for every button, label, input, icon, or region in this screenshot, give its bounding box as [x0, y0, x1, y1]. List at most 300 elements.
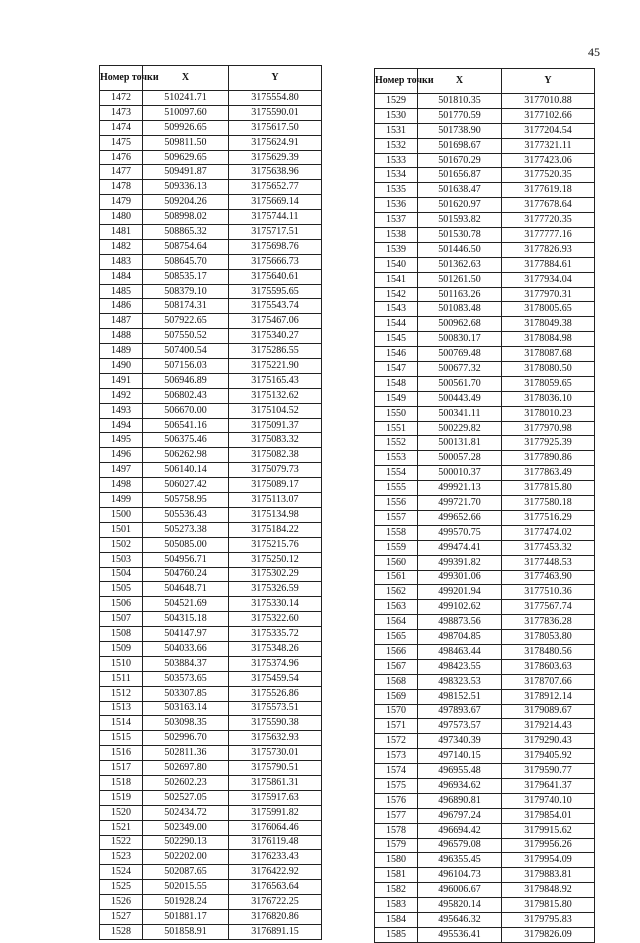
cell-y: 3177423.06: [502, 153, 595, 168]
table-row: [375, 659, 595, 674]
cell-x: 504956.71: [143, 552, 229, 567]
cell-y: 3175459.54: [229, 671, 322, 686]
cell-x: 496955.48: [418, 764, 502, 779]
table-row: [100, 641, 322, 656]
cell-point-number: 1478: [100, 180, 143, 195]
table-row: [100, 91, 322, 106]
table-row: [100, 597, 322, 612]
cell-y: 3179915.62: [502, 823, 595, 838]
cell-y: 3179826.09: [502, 927, 595, 942]
table-row: [375, 927, 595, 942]
cell-x: 505758.95: [143, 493, 229, 508]
cell-y: 3175698.76: [229, 239, 322, 254]
cell-x: 502434.72: [143, 805, 229, 820]
cell-y: 3177580.18: [502, 496, 595, 511]
cell-y: 3179590.77: [502, 764, 595, 779]
table-row: [375, 123, 595, 138]
cell-x: 496579.08: [418, 838, 502, 853]
cell-x: 501656.87: [418, 168, 502, 183]
cell-x: 503163.14: [143, 701, 229, 716]
cell-x: 501083.48: [418, 302, 502, 317]
cell-x: 506946.89: [143, 373, 229, 388]
cell-point-number: 1490: [100, 359, 143, 374]
cell-y: 3175113.07: [229, 493, 322, 508]
table-row: [100, 671, 322, 686]
table-row: [375, 198, 595, 213]
cell-x: 508998.02: [143, 210, 229, 225]
cell-point-number: 1541: [375, 272, 418, 287]
cell-y: 3176563.64: [229, 880, 322, 895]
cell-point-number: 1520: [100, 805, 143, 820]
table-row: [100, 418, 322, 433]
cell-x: 508379.10: [143, 284, 229, 299]
table-header-row: [375, 69, 595, 94]
cell-y: 3177463.90: [502, 570, 595, 585]
cell-y: 3175790.51: [229, 761, 322, 776]
table-row: [375, 317, 595, 332]
cell-x: 509204.26: [143, 195, 229, 210]
cell-y: 3178480.56: [502, 644, 595, 659]
cell-y: 3175340.27: [229, 329, 322, 344]
cell-x: 499201.94: [418, 585, 502, 600]
cell-x: 508174.31: [143, 299, 229, 314]
cell-y: 3178087.68: [502, 347, 595, 362]
cell-point-number: 1521: [100, 820, 143, 835]
table-row: [375, 94, 595, 109]
cell-x: 510241.71: [143, 91, 229, 106]
coordinates-table-right: [374, 68, 595, 943]
cell-point-number: 1482: [100, 239, 143, 254]
cell-point-number: 1542: [375, 287, 418, 302]
header-y: Y: [502, 69, 595, 94]
cell-x: 495820.14: [418, 898, 502, 913]
cell-point-number: 1529: [375, 94, 418, 109]
table-row: [100, 522, 322, 537]
cell-point-number: 1545: [375, 332, 418, 347]
cell-point-number: 1551: [375, 421, 418, 436]
cell-point-number: 1524: [100, 865, 143, 880]
cell-y: 3176422.92: [229, 865, 322, 880]
table-row: [375, 451, 595, 466]
cell-x: 499570.75: [418, 525, 502, 540]
cell-point-number: 1544: [375, 317, 418, 332]
cell-point-number: 1569: [375, 689, 418, 704]
cell-x: 496104.73: [418, 868, 502, 883]
cell-point-number: 1533: [375, 153, 418, 168]
table-row: [100, 403, 322, 418]
cell-y: 3178010.23: [502, 406, 595, 421]
table-row: [375, 808, 595, 823]
cell-y: 3177970.98: [502, 421, 595, 436]
cell-point-number: 1525: [100, 880, 143, 895]
cell-x: 505085.00: [143, 537, 229, 552]
table-row: [100, 269, 322, 284]
table-row: [100, 180, 322, 195]
table-row: [100, 880, 322, 895]
cell-y: 3178603.63: [502, 659, 595, 674]
table-row: [100, 895, 322, 910]
cell-point-number: 1522: [100, 835, 143, 850]
cell-x: 506140.14: [143, 463, 229, 478]
table-row: [100, 284, 322, 299]
cell-x: 505536.43: [143, 507, 229, 522]
table-row: [375, 778, 595, 793]
cell-y: 3177453.32: [502, 540, 595, 555]
table-row: [100, 195, 322, 210]
cell-x: 502602.23: [143, 775, 229, 790]
cell-y: 3179214.43: [502, 719, 595, 734]
cell-x: 503573.65: [143, 671, 229, 686]
cell-point-number: 1570: [375, 704, 418, 719]
cell-y: 3175215.76: [229, 537, 322, 552]
cell-x: 497140.15: [418, 749, 502, 764]
table-row: [375, 630, 595, 645]
cell-y: 3175134.98: [229, 507, 322, 522]
cell-x: 510097.60: [143, 105, 229, 120]
cell-x: 499721.70: [418, 496, 502, 511]
table-row: [100, 701, 322, 716]
cell-point-number: 1580: [375, 853, 418, 868]
cell-x: 506262.98: [143, 448, 229, 463]
cell-point-number: 1519: [100, 790, 143, 805]
cell-y: 3178080.50: [502, 362, 595, 377]
cell-y: 3175348.26: [229, 641, 322, 656]
cell-point-number: 1509: [100, 641, 143, 656]
table-row: [375, 347, 595, 362]
cell-point-number: 1583: [375, 898, 418, 913]
cell-y: 3178912.14: [502, 689, 595, 704]
cell-x: 498423.55: [418, 659, 502, 674]
cell-y: 3177934.04: [502, 272, 595, 287]
table-row: [375, 108, 595, 123]
cell-x: 509629.65: [143, 150, 229, 165]
cell-x: 503307.85: [143, 686, 229, 701]
cell-x: 501362.63: [418, 257, 502, 272]
cell-point-number: 1489: [100, 344, 143, 359]
cell-point-number: 1573: [375, 749, 418, 764]
cell-x: 509926.65: [143, 120, 229, 135]
table-row: [100, 463, 322, 478]
table-row: [100, 478, 322, 493]
cell-x: 501670.29: [418, 153, 502, 168]
cell-x: 501881.17: [143, 909, 229, 924]
cell-x: 505273.38: [143, 522, 229, 537]
cell-x: 496355.45: [418, 853, 502, 868]
cell-point-number: 1498: [100, 478, 143, 493]
cell-point-number: 1547: [375, 362, 418, 377]
cell-y: 3178084.98: [502, 332, 595, 347]
cell-x: 508754.64: [143, 239, 229, 254]
cell-point-number: 1574: [375, 764, 418, 779]
cell-point-number: 1479: [100, 195, 143, 210]
cell-x: 500010.37: [418, 466, 502, 481]
table-row: [100, 373, 322, 388]
cell-y: 3177890.86: [502, 451, 595, 466]
table-row: [375, 883, 595, 898]
cell-x: 504033.66: [143, 641, 229, 656]
cell-x: 500769.48: [418, 347, 502, 362]
table-header-row: [100, 66, 322, 91]
cell-y: 3175374.96: [229, 656, 322, 671]
cell-x: 500057.28: [418, 451, 502, 466]
cell-x: 495646.32: [418, 912, 502, 927]
cell-y: 3175669.14: [229, 195, 322, 210]
cell-y: 3179290.43: [502, 734, 595, 749]
cell-point-number: 1535: [375, 183, 418, 198]
cell-point-number: 1585: [375, 927, 418, 942]
cell-y: 3175326.59: [229, 582, 322, 597]
cell-point-number: 1493: [100, 403, 143, 418]
cell-x: 501928.24: [143, 895, 229, 910]
table-row: [375, 481, 595, 496]
cell-point-number: 1476: [100, 150, 143, 165]
table-row: [100, 909, 322, 924]
cell-point-number: 1554: [375, 466, 418, 481]
cell-y: 3178059.65: [502, 376, 595, 391]
cell-x: 509491.87: [143, 165, 229, 180]
table-row: [375, 585, 595, 600]
cell-point-number: 1506: [100, 597, 143, 612]
cell-y: 3175089.17: [229, 478, 322, 493]
cell-y: 3175083.32: [229, 433, 322, 448]
cell-y: 3177815.80: [502, 481, 595, 496]
page-number: 45: [588, 45, 600, 59]
table-row: [100, 210, 322, 225]
table-row: [100, 165, 322, 180]
table-row: [375, 138, 595, 153]
cell-point-number: 1557: [375, 510, 418, 525]
table-row: [100, 359, 322, 374]
cell-point-number: 1474: [100, 120, 143, 135]
cell-x: 495536.41: [418, 927, 502, 942]
cell-point-number: 1497: [100, 463, 143, 478]
table-row: [375, 853, 595, 868]
cell-y: 3175132.62: [229, 388, 322, 403]
cell-x: 504760.24: [143, 567, 229, 582]
table-row: [375, 570, 595, 585]
table-row: [100, 537, 322, 552]
cell-x: 501163.26: [418, 287, 502, 302]
cell-x: 507400.54: [143, 344, 229, 359]
cell-y: 3175595.65: [229, 284, 322, 299]
cell-x: 504315.18: [143, 612, 229, 627]
cell-x: 502290.13: [143, 835, 229, 850]
table-row: [100, 344, 322, 359]
cell-point-number: 1560: [375, 555, 418, 570]
table-row: [375, 644, 595, 659]
cell-y: 3175573.51: [229, 701, 322, 716]
cell-x: 500561.70: [418, 376, 502, 391]
cell-point-number: 1500: [100, 507, 143, 522]
table-row: [375, 332, 595, 347]
table-row: [100, 314, 322, 329]
cell-x: 496006.67: [418, 883, 502, 898]
cell-x: 501770.59: [418, 108, 502, 123]
header-y: Y: [229, 66, 322, 91]
cell-point-number: 1531: [375, 123, 418, 138]
table-row: [100, 299, 322, 314]
cell-y: 3179854.01: [502, 808, 595, 823]
cell-x: 497893.67: [418, 704, 502, 719]
cell-point-number: 1576: [375, 793, 418, 808]
cell-point-number: 1504: [100, 567, 143, 582]
cell-y: 3176722.25: [229, 895, 322, 910]
table-row: [100, 552, 322, 567]
table-row: [375, 734, 595, 749]
table-row: [100, 329, 322, 344]
cell-point-number: 1552: [375, 436, 418, 451]
cell-x: 504648.71: [143, 582, 229, 597]
cell-x: 500677.32: [418, 362, 502, 377]
cell-y: 3179883.81: [502, 868, 595, 883]
cell-x: 502087.65: [143, 865, 229, 880]
cell-point-number: 1527: [100, 909, 143, 924]
cell-x: 507156.03: [143, 359, 229, 374]
table-row: [100, 775, 322, 790]
cell-point-number: 1549: [375, 391, 418, 406]
cell-y: 3177863.49: [502, 466, 595, 481]
cell-point-number: 1496: [100, 448, 143, 463]
cell-x: 499921.13: [418, 481, 502, 496]
cell-point-number: 1523: [100, 850, 143, 865]
cell-x: 504521.69: [143, 597, 229, 612]
cell-x: 498323.53: [418, 674, 502, 689]
table-row: [100, 656, 322, 671]
cell-point-number: 1556: [375, 496, 418, 511]
cell-y: 3175744.11: [229, 210, 322, 225]
cell-x: 497573.57: [418, 719, 502, 734]
table-row: [100, 627, 322, 642]
cell-y: 3177010.88: [502, 94, 595, 109]
table-row: [375, 242, 595, 257]
cell-x: 506541.16: [143, 418, 229, 433]
cell-point-number: 1510: [100, 656, 143, 671]
cell-y: 3177836.28: [502, 615, 595, 630]
table-row: [375, 391, 595, 406]
table-row: [375, 793, 595, 808]
table-row: [375, 287, 595, 302]
table-row: [375, 183, 595, 198]
cell-point-number: 1575: [375, 778, 418, 793]
table-row: [375, 228, 595, 243]
table-row: [375, 257, 595, 272]
cell-y: 3175104.52: [229, 403, 322, 418]
table-row: [100, 120, 322, 135]
cell-y: 3176891.15: [229, 924, 322, 939]
table-row: [100, 820, 322, 835]
cell-x: 504147.97: [143, 627, 229, 642]
cell-x: 502527.05: [143, 790, 229, 805]
cell-point-number: 1502: [100, 537, 143, 552]
table-row: [100, 746, 322, 761]
table-row: [100, 225, 322, 240]
cell-y: 3179740.10: [502, 793, 595, 808]
cell-y: 3179089.67: [502, 704, 595, 719]
cell-y: 3177720.35: [502, 213, 595, 228]
cell-y: 3177321.11: [502, 138, 595, 153]
cell-x: 501446.50: [418, 242, 502, 257]
table-row: [100, 686, 322, 701]
cell-point-number: 1530: [375, 108, 418, 123]
cell-y: 3175617.50: [229, 120, 322, 135]
cell-y: 3175590.38: [229, 716, 322, 731]
cell-point-number: 1518: [100, 775, 143, 790]
table-row: [375, 421, 595, 436]
cell-y: 3176820.86: [229, 909, 322, 924]
cell-y: 3179956.26: [502, 838, 595, 853]
cell-point-number: 1488: [100, 329, 143, 344]
cell-x: 501261.50: [418, 272, 502, 287]
cell-y: 3175286.55: [229, 344, 322, 359]
cell-y: 3175335.72: [229, 627, 322, 642]
cell-point-number: 1539: [375, 242, 418, 257]
cell-x: 501858.91: [143, 924, 229, 939]
cell-point-number: 1487: [100, 314, 143, 329]
table-row: [375, 525, 595, 540]
cell-point-number: 1553: [375, 451, 418, 466]
cell-x: 503884.37: [143, 656, 229, 671]
cell-x: 502349.00: [143, 820, 229, 835]
cell-y: 3175543.74: [229, 299, 322, 314]
cell-y: 3175322.60: [229, 612, 322, 627]
table-row: [375, 764, 595, 779]
cell-point-number: 1475: [100, 135, 143, 150]
cell-y: 3175638.96: [229, 165, 322, 180]
cell-x: 498463.44: [418, 644, 502, 659]
cell-y: 3177619.18: [502, 183, 595, 198]
cell-x: 509336.13: [143, 180, 229, 195]
table-row: [375, 168, 595, 183]
cell-y: 3175330.14: [229, 597, 322, 612]
cell-y: 3175730.01: [229, 746, 322, 761]
cell-x: 506802.43: [143, 388, 229, 403]
cell-y: 3176233.43: [229, 850, 322, 865]
table-row: [375, 436, 595, 451]
table-row: [375, 689, 595, 704]
table-row: [375, 406, 595, 421]
table-row: [100, 582, 322, 597]
cell-point-number: 1578: [375, 823, 418, 838]
cell-y: 3176064.46: [229, 820, 322, 835]
cell-point-number: 1579: [375, 838, 418, 853]
cell-y: 3175590.01: [229, 105, 322, 120]
cell-y: 3175717.51: [229, 225, 322, 240]
cell-x: 502811.36: [143, 746, 229, 761]
cell-x: 502015.55: [143, 880, 229, 895]
table-row: [100, 135, 322, 150]
cell-point-number: 1477: [100, 165, 143, 180]
cell-x: 498152.51: [418, 689, 502, 704]
cell-y: 3175221.90: [229, 359, 322, 374]
cell-x: 506670.00: [143, 403, 229, 418]
cell-x: 499102.62: [418, 600, 502, 615]
cell-point-number: 1582: [375, 883, 418, 898]
cell-point-number: 1505: [100, 582, 143, 597]
cell-y: 3177925.39: [502, 436, 595, 451]
table-row: [375, 674, 595, 689]
table-row: [100, 716, 322, 731]
cell-point-number: 1486: [100, 299, 143, 314]
cell-y: 3177884.61: [502, 257, 595, 272]
cell-y: 3178707.66: [502, 674, 595, 689]
table-row: [375, 868, 595, 883]
cell-point-number: 1555: [375, 481, 418, 496]
cell-y: 3175917.63: [229, 790, 322, 805]
table-row: [100, 850, 322, 865]
cell-y: 3175250.12: [229, 552, 322, 567]
cell-y: 3179954.09: [502, 853, 595, 868]
cell-point-number: 1581: [375, 868, 418, 883]
